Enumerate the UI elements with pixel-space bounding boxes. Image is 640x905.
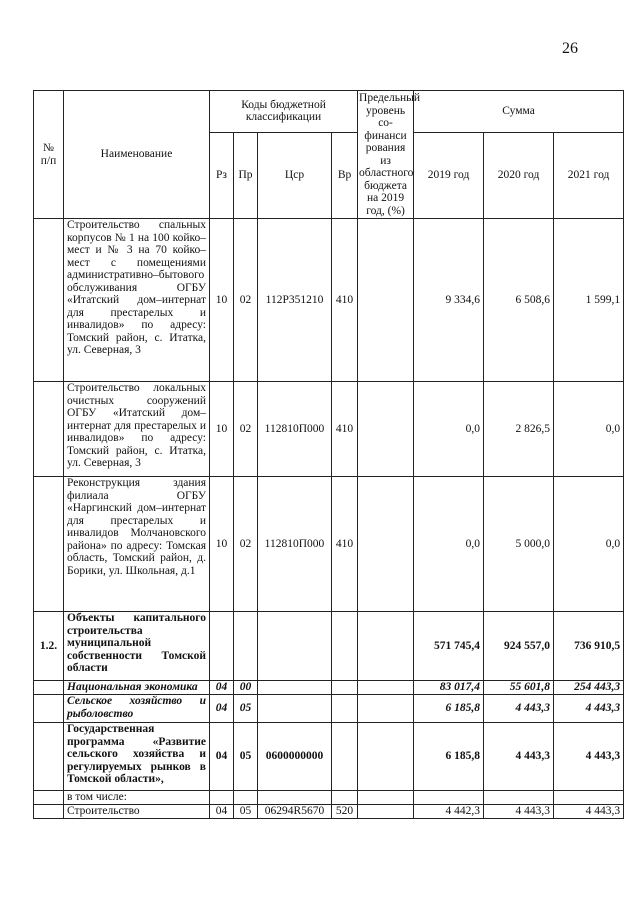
row-num bbox=[34, 681, 64, 695]
row-csr bbox=[258, 791, 332, 805]
row-vr: 520 bbox=[332, 805, 358, 819]
table-row bbox=[34, 612, 624, 681]
row-2019: 0,0 bbox=[414, 477, 484, 612]
row-2020: 4 443,3 bbox=[484, 695, 554, 723]
table-row bbox=[34, 723, 624, 791]
header-num: № п/п bbox=[34, 91, 64, 219]
row-2021: 4 443,3 bbox=[554, 695, 624, 723]
row-name: Сельское хозяйство и рыболовство bbox=[64, 695, 210, 723]
row-2020: 4 443,3 bbox=[484, 723, 554, 791]
row-num bbox=[34, 382, 64, 477]
row-vr bbox=[332, 695, 358, 723]
row-limit bbox=[358, 382, 414, 477]
row-rz: 10 bbox=[210, 219, 234, 382]
row-name: Строительство спальных корпусов № 1 на 100 койко–мест и № 3 на 70 койко–мест с помещениями административно–бытового обслуживания ОГБУ «Итатский дом–интернат для престарелых и инвалидов» по адресу: Томский район, с. Итатка, ул. Северная, 3 bbox=[64, 219, 210, 382]
row-limit bbox=[358, 477, 414, 612]
row-2019 bbox=[414, 791, 484, 805]
row-limit bbox=[358, 612, 414, 681]
row-2020: 4 443,3 bbox=[484, 805, 554, 819]
table-row bbox=[34, 219, 624, 382]
row-num bbox=[34, 723, 64, 791]
row-2021: 4 443,3 bbox=[554, 723, 624, 791]
row-num bbox=[34, 219, 64, 382]
row-csr: 112810П000 bbox=[258, 477, 332, 612]
row-2019: 6 185,8 bbox=[414, 723, 484, 791]
header-2020: 2020 год bbox=[484, 132, 554, 218]
row-name: Строительство локальных очистных сооружений ОГБУ «Итатский дом–интернат для престарелых и инвалидов» по адресу: Томский район, с. Итатка, ул. Северная, 3 bbox=[64, 382, 210, 477]
header-limit: Предельный уровень со-финанси рования из областного бюджета на 2019 год, (%) bbox=[359, 92, 421, 217]
row-num bbox=[34, 791, 64, 805]
row-2021: 4 443,3 bbox=[554, 805, 624, 819]
row-rz bbox=[210, 791, 234, 805]
row-rz: 04 bbox=[210, 681, 234, 695]
row-2019: 571 745,4 bbox=[414, 612, 484, 681]
row-rz bbox=[210, 612, 234, 681]
row-limit bbox=[358, 219, 414, 382]
row-rz: 10 bbox=[210, 477, 234, 612]
row-num bbox=[34, 477, 64, 612]
row-num bbox=[34, 695, 64, 723]
row-2021: 0,0 bbox=[554, 382, 624, 477]
header-2019: 2019 год bbox=[414, 132, 484, 218]
header-vr: Вр bbox=[332, 132, 358, 218]
header-sum: Сумма bbox=[414, 91, 624, 133]
row-pr bbox=[234, 612, 258, 681]
row-csr: 112810П000 bbox=[258, 382, 332, 477]
row-name: Реконструкция здания филиала ОГБУ «Наргинский дом–интернат для престарелых и инвалидов Молчановского района» по адресу: Томская область, Томский район, д. Борики, ул. Школьная, д.1 bbox=[64, 477, 210, 612]
row-2019: 83 017,4 bbox=[414, 681, 484, 695]
table-row bbox=[34, 382, 624, 477]
row-name: в том числе: bbox=[64, 791, 210, 805]
row-2021 bbox=[554, 791, 624, 805]
row-csr: 0600000000 bbox=[258, 723, 332, 791]
row-num bbox=[34, 805, 64, 819]
row-vr bbox=[332, 681, 358, 695]
row-2021: 1 599,1 bbox=[554, 219, 624, 382]
row-vr: 410 bbox=[332, 219, 358, 382]
row-csr: 112Р351210 bbox=[258, 219, 332, 382]
row-name: Объекты капитального строительства муниципальной собственности Томской области bbox=[64, 612, 210, 681]
row-limit bbox=[358, 695, 414, 723]
row-rz: 04 bbox=[210, 723, 234, 791]
row-2021: 0,0 bbox=[554, 477, 624, 612]
row-name: Национальная экономика bbox=[64, 681, 210, 695]
row-csr bbox=[258, 612, 332, 681]
row-2019: 0,0 bbox=[414, 382, 484, 477]
table-row bbox=[34, 805, 624, 819]
table-row bbox=[34, 477, 624, 612]
row-limit bbox=[358, 681, 414, 695]
header-csr: Цср bbox=[258, 132, 332, 218]
row-2019: 6 185,8 bbox=[414, 695, 484, 723]
budget-table bbox=[33, 90, 624, 819]
row-2020: 2 826,5 bbox=[484, 382, 554, 477]
row-name: Государственная программа «Развитие сельского хозяйства и регулируемых рынков в Томской области», bbox=[64, 723, 210, 791]
table-row bbox=[34, 681, 624, 695]
row-vr: 410 bbox=[332, 382, 358, 477]
row-pr bbox=[234, 791, 258, 805]
row-csr: 06294R5670 bbox=[258, 805, 332, 819]
row-2019: 9 334,6 bbox=[414, 219, 484, 382]
row-vr bbox=[332, 612, 358, 681]
row-pr: 02 bbox=[234, 382, 258, 477]
row-rz: 04 bbox=[210, 805, 234, 819]
row-csr bbox=[258, 681, 332, 695]
page-number: 26 bbox=[562, 40, 578, 57]
row-vr: 410 bbox=[332, 477, 358, 612]
row-2020 bbox=[484, 791, 554, 805]
row-rz: 04 bbox=[210, 695, 234, 723]
row-pr: 02 bbox=[234, 477, 258, 612]
header-2021: 2021 год bbox=[554, 132, 624, 218]
header-pr: Пр bbox=[234, 132, 258, 218]
row-pr: 02 bbox=[234, 219, 258, 382]
header-codes: Коды бюджетной классификации bbox=[210, 91, 358, 133]
header-rz: Рз bbox=[210, 132, 234, 218]
row-limit bbox=[358, 791, 414, 805]
row-2020: 6 508,6 bbox=[484, 219, 554, 382]
row-2021: 736 910,5 bbox=[554, 612, 624, 681]
row-limit bbox=[358, 723, 414, 791]
row-pr: 05 bbox=[234, 805, 258, 819]
row-2020: 924 557,0 bbox=[484, 612, 554, 681]
row-2019: 4 442,3 bbox=[414, 805, 484, 819]
row-2020: 55 601,8 bbox=[484, 681, 554, 695]
row-vr bbox=[332, 791, 358, 805]
row-2020: 5 000,0 bbox=[484, 477, 554, 612]
table-row bbox=[34, 695, 624, 723]
row-pr: 05 bbox=[234, 723, 258, 791]
row-name: Строительство bbox=[64, 805, 210, 819]
row-limit bbox=[358, 805, 414, 819]
header-name: Наименование bbox=[64, 91, 210, 219]
row-rz: 10 bbox=[210, 382, 234, 477]
row-vr bbox=[332, 723, 358, 791]
row-pr: 00 bbox=[234, 681, 258, 695]
header-row-top bbox=[34, 91, 624, 133]
row-csr bbox=[258, 695, 332, 723]
table-row bbox=[34, 791, 624, 805]
row-2021: 254 443,3 bbox=[554, 681, 624, 695]
row-pr: 05 bbox=[234, 695, 258, 723]
row-num: 1.2. bbox=[34, 612, 64, 681]
